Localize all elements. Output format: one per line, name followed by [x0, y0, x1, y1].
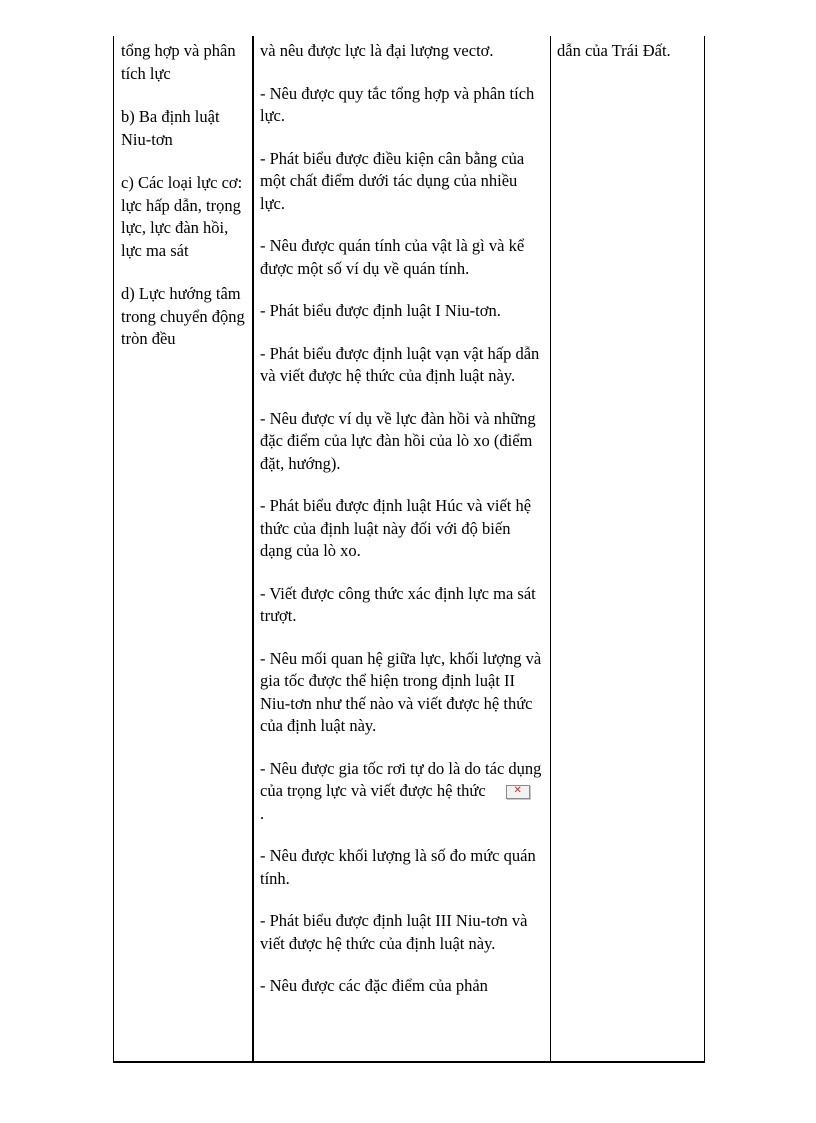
broken-image-x-mark: ✕ — [513, 785, 522, 797]
objective-item: - Nêu được ví dụ về lực đàn hồi và những đặc điểm của lực đàn hồi của lò xo (điểm đặt, hướng). — [260, 408, 536, 473]
objectives-column — [252, 36, 550, 1061]
objective-item: - Viết được công thức xác định lực ma sát trượt. — [260, 583, 536, 625]
notes-column — [550, 36, 706, 1061]
objective-item: - Phát biểu được định luật III Niu-tơn và viết được hệ thức của định luật này. — [260, 911, 528, 953]
topic-item: c) Các loại lực cơ: lực hấp dẫn, trọng lực, lực đàn hồi, lực ma sát — [121, 173, 243, 260]
notes-cell — [551, 36, 706, 63]
objective-item: - Nêu mối quan hệ giữa lực, khối lượng và gia tốc được thể hiện trong định luật II Niu-tơn như thế nào và viết được hệ thức của định luật này. — [260, 648, 542, 735]
broken-image-icon — [506, 785, 530, 799]
topic-item: tổng hợp và phân tích lực — [121, 41, 236, 83]
objective-item: - Phát biểu được điều kiện cân bằng của một chất điểm dưới tác dụng của nhiều lực. — [260, 148, 525, 213]
objective-item: và nêu được lực là đại lượng vectơ. — [260, 41, 494, 60]
topic-item: b) Ba định luật Niu-tơn — [121, 107, 220, 149]
objective-item: - Phát biểu được định luật I Niu-tơn. — [260, 301, 501, 320]
objective-item-gravity — [260, 758, 544, 826]
topic-item: d) Lực hướng tâm trong chuyển động tròn đều — [121, 284, 245, 348]
objective-item: - Nêu được quán tính của vật là gì và kể được một số ví dụ về quán tính. — [260, 236, 525, 278]
objective-item: - Phát biểu được định luật vạn vật hấp dẫn và viết được hệ thức của định luật này. — [260, 343, 540, 385]
notes-text: dẫn của Trái Đất. — [557, 41, 671, 60]
objective-item: - Phát biểu được định luật Húc và viết hệ thức của định luật này đối với độ biến dạng của lò xo. — [260, 496, 532, 560]
topic-column — [114, 36, 252, 1061]
gravity-bullet-text: - Nêu được gia tốc rơi tự do là do tác dụng của trọng lực và viết được hệ — [260, 758, 542, 800]
objective-item: - Nêu được quy tắc tổng hợp và phân tích lực. — [260, 83, 535, 125]
objective-item: - Nêu được các đặc điểm của phản — [260, 976, 488, 995]
objectives-cell — [254, 36, 550, 998]
content-table — [113, 36, 705, 1063]
gravity-bullet-word: thức — [456, 781, 486, 800]
topic-cell — [114, 36, 252, 351]
gravity-bullet-end: . — [260, 803, 265, 823]
objective-item: - Nêu được khối lượng là số đo mức quán tính. — [260, 846, 536, 888]
